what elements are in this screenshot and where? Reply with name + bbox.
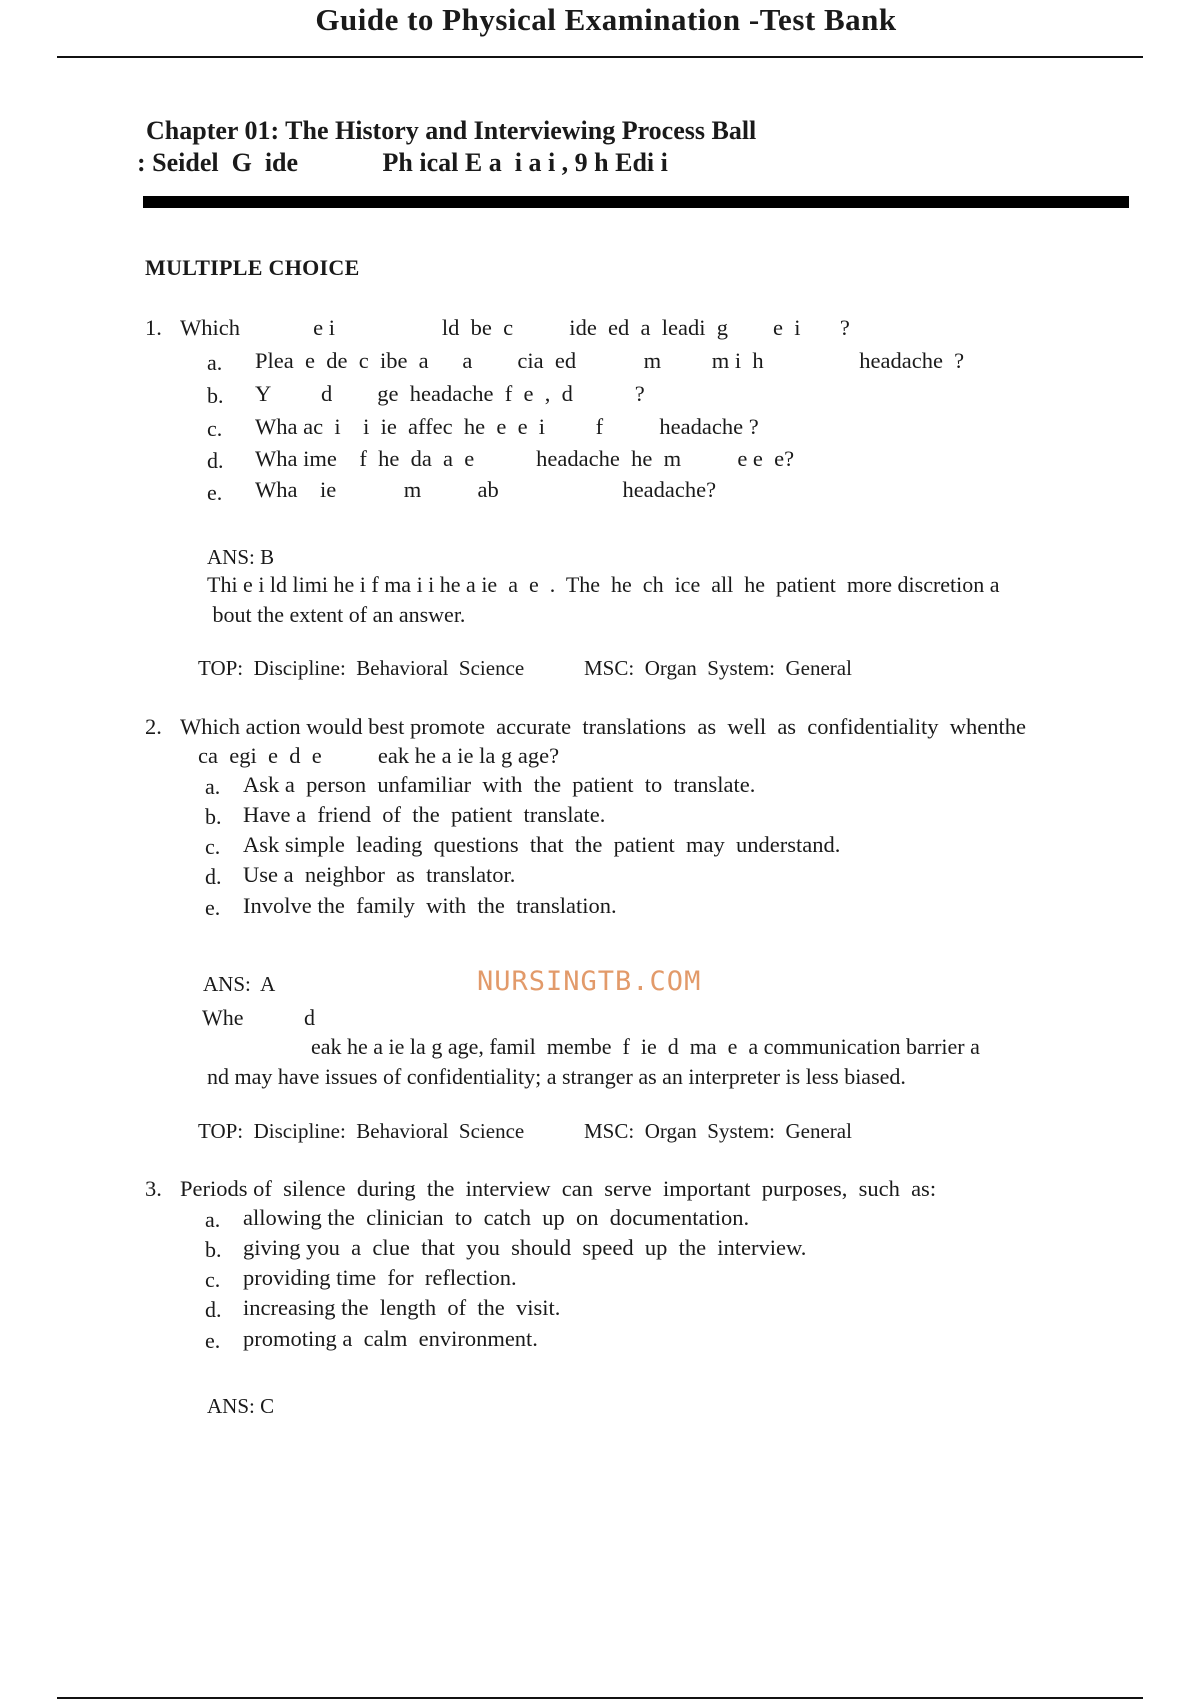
chapter-title: Chapter 01: The History and Interviewing Process Ball: [146, 116, 757, 145]
rationale-text: eak he a ie la g age, famil membe f ie d ma e a communication barrier a: [311, 1034, 980, 1059]
option-text: Wha ac i i ie affec he e e i f headache ?: [255, 414, 759, 439]
option-letter: d.: [207, 448, 224, 473]
option-letter: e.: [205, 895, 221, 920]
answer-key: ANS: C: [207, 1394, 275, 1418]
option-letter: d.: [205, 864, 222, 889]
msc-tag: MSC: Organ System: General: [584, 1119, 852, 1143]
option-letter: b.: [205, 1237, 222, 1262]
question-stem: Which action would best promote accurate translations as well as confidentiality whenthe: [180, 714, 1026, 739]
option-letter: b.: [205, 804, 222, 829]
option-letter: e.: [207, 480, 223, 505]
footer-divider: [57, 1697, 1143, 1699]
option-text: Y d ge headache f e , d ?: [255, 381, 645, 406]
answer-key: ANS: B: [207, 545, 275, 569]
option-letter: a.: [207, 350, 223, 375]
question-stem: ca egi e d e eak he a ie la g age?: [198, 743, 560, 768]
rationale-text: bout the extent of an answer.: [207, 602, 466, 627]
option-text: increasing the length of the visit.: [243, 1295, 561, 1320]
option-text: Wha ime f he da a e headache he m e e e?: [255, 446, 795, 471]
chapter-divider-bar: [143, 196, 1129, 208]
option-letter: d.: [205, 1297, 222, 1322]
option-letter: c.: [207, 416, 223, 441]
option-letter: e.: [205, 1328, 221, 1353]
page-title: Guide to Physical Examination -Test Bank: [315, 2, 897, 37]
option-text: providing time for reflection.: [243, 1265, 517, 1290]
option-text: Plea e de c ibe a a cia ed m m i h headache ?: [255, 348, 965, 373]
rationale-text: Whe d: [202, 1005, 316, 1030]
answer-key: ANS: A: [203, 972, 276, 996]
option-letter: c.: [205, 1267, 221, 1292]
chapter-subtitle: : Seidel G ide Ph ical E a i a i , 9 h Edi i: [137, 148, 668, 177]
option-letter: b.: [207, 383, 224, 408]
option-text: Ask simple leading questions that the patient may understand.: [243, 832, 841, 857]
option-text: Wha ie m ab headache?: [255, 477, 717, 502]
question-number: 1.: [145, 315, 162, 340]
question-number: 3.: [145, 1176, 162, 1201]
option-text: giving you a clue that you should speed up the interview.: [243, 1235, 807, 1260]
option-letter: a.: [205, 774, 221, 799]
rationale-text: Thi e i ld limi he i f ma i i he a ie a e . The he ch ice all he patient more discretion a: [207, 572, 1000, 597]
rationale-text: nd may have issues of confidentiality; a stranger as an interpreter is less biased.: [207, 1064, 906, 1089]
option-text: promoting a calm environment.: [243, 1326, 538, 1351]
question-number: 2.: [145, 714, 162, 739]
section-heading: MULTIPLE CHOICE: [145, 255, 360, 280]
option-text: Involve the family with the translation.: [243, 893, 617, 918]
option-letter: a.: [205, 1207, 221, 1232]
question-stem: Which e i ld be c ide ed a leadi g e i ?: [180, 315, 850, 340]
option-text: Ask a person unfamiliar with the patient to translate.: [243, 772, 756, 797]
option-text: allowing the clinician to catch up on documentation.: [243, 1205, 750, 1230]
option-letter: c.: [205, 834, 221, 859]
option-text: Have a friend of the patient translate.: [243, 802, 606, 827]
header-divider: [57, 56, 1143, 58]
topic-tag: TOP: Discipline: Behavioral Science: [198, 1119, 525, 1143]
question-stem: Periods of silence during the interview can serve important purposes, such as:: [180, 1176, 937, 1201]
topic-tag: TOP: Discipline: Behavioral Science: [198, 656, 525, 680]
watermark-text: NURSINGTB.COM: [477, 966, 702, 997]
option-text: Use a neighbor as translator.: [243, 862, 516, 887]
msc-tag: MSC: Organ System: General: [584, 656, 852, 680]
